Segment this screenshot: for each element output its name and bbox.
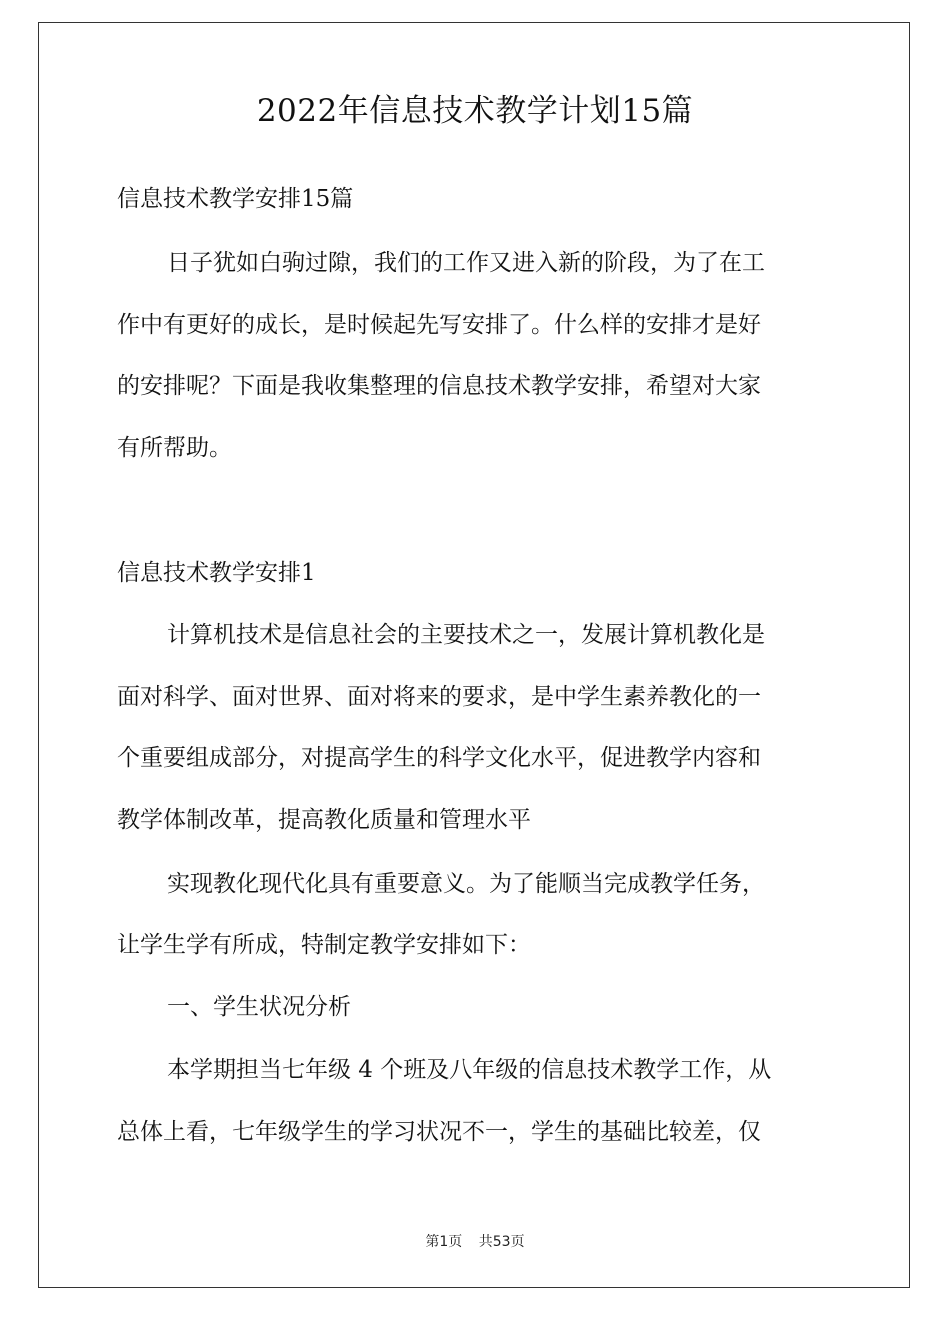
paragraph-line: 总体上看，七年级学生的学习状况不一，学生的基础比较差，仅 bbox=[117, 1119, 761, 1145]
paragraph-line: 本学期担当七年级 4 个班及八年级的信息技术教学工作，从 bbox=[167, 1057, 772, 1083]
subheading: 一、学生状况分析 bbox=[167, 994, 351, 1020]
document-title: 2022年信息技术教学计划15篇 bbox=[256, 93, 694, 129]
page-number: 第1页 bbox=[425, 1234, 463, 1250]
section-heading: 信息技术教学安排1 bbox=[117, 560, 316, 586]
intro-line: 有所帮助。 bbox=[117, 435, 232, 461]
page-footer bbox=[0, 1232, 950, 1252]
paragraph-line: 让学生学有所成，特制定教学安排如下： bbox=[117, 932, 531, 958]
paragraph-line: 面对科学、面对世界、面对将来的要求，是中学生素养教化的一 bbox=[117, 684, 761, 710]
paragraph-line: 计算机技术是信息社会的主要技术之一，发展计算机教化是 bbox=[167, 622, 765, 648]
paragraph-line: 实现教化现代化具有重要意义。为了能顺当完成教学任务， bbox=[167, 871, 765, 897]
intro-line: 日子犹如白驹过隙，我们的工作又进入新的阶段，为了在工 bbox=[167, 250, 765, 276]
intro-line: 的安排呢？下面是我收集整理的信息技术教学安排，希望对大家 bbox=[117, 373, 761, 399]
page-total: 共53页 bbox=[478, 1234, 525, 1250]
paragraph-line: 教学体制改革，提高教化质量和管理水平 bbox=[117, 807, 531, 833]
intro-line: 作中有更好的成长，是时候起先写安排了。什么样的安排才是好 bbox=[117, 312, 761, 338]
paragraph-line: 个重要组成部分，对提高学生的科学文化水平，促进教学内容和 bbox=[117, 745, 761, 771]
subtitle: 信息技术教学安排15篇 bbox=[117, 186, 354, 212]
